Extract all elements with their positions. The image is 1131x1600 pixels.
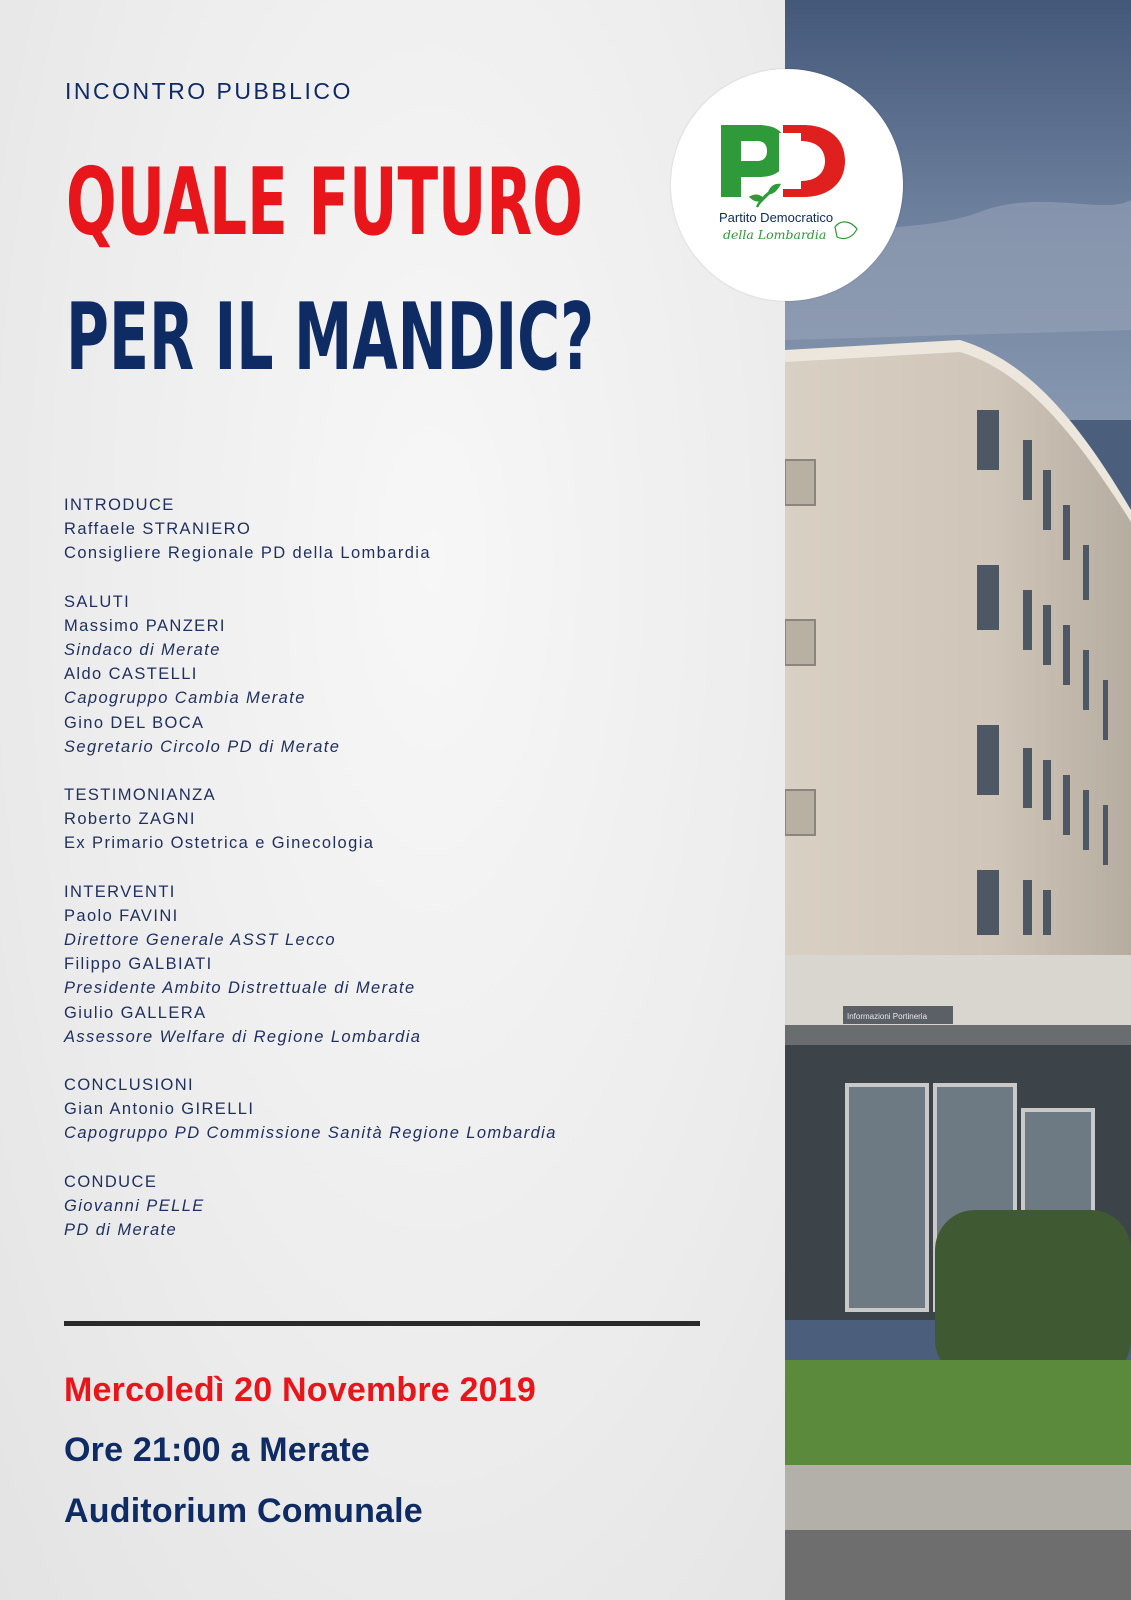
speaker-program xyxy=(64,493,744,1266)
program-line: Presidente Ambito Distrettuale di Merate xyxy=(64,979,416,998)
program-section-title: TESTIMONIANZA xyxy=(64,786,217,805)
program-line: Consigliere Regionale PD della Lombardia xyxy=(64,544,431,563)
canopy xyxy=(785,955,1131,1030)
program-line: Filippo GALBIATI xyxy=(64,955,213,974)
program-line: Segretario Circolo PD di Merate xyxy=(64,737,341,756)
program-section-title: INTRODUCE xyxy=(64,496,175,514)
program-line: PD di Merate xyxy=(64,1221,178,1240)
program-line: Massimo PANZERI xyxy=(64,616,226,635)
logo-name: Partito Democratico xyxy=(719,210,834,225)
divider xyxy=(64,1321,700,1326)
program-line: Sindaco di Merate xyxy=(64,641,221,660)
program-line: Paolo FAVINI xyxy=(64,906,179,925)
program-line: Giovanni PELLE xyxy=(64,1196,205,1215)
pd-letter-d xyxy=(779,125,845,197)
program-section-title: CONDUCE xyxy=(64,1172,158,1191)
program-line: Gino DEL BOCA xyxy=(64,713,205,732)
shrubs xyxy=(935,1210,1131,1380)
program-line: Assessore Welfare di Regione Lombardia xyxy=(64,1027,422,1046)
entrance-sign-text: Informazioni Portineria xyxy=(847,1012,928,1021)
program-line: Capogruppo PD Commissione Sanità Regione Lombardia xyxy=(64,1124,557,1143)
program-line: Raffaele STRANIERO xyxy=(64,520,252,539)
headline-line-1: QUALE FUTURO xyxy=(66,148,583,256)
program-section-title: SALUTI xyxy=(64,592,131,611)
logo-region: della Lombardia xyxy=(723,227,827,242)
program-line: Roberto ZAGNI xyxy=(64,810,196,829)
program-section xyxy=(64,783,744,856)
pd-logo xyxy=(671,69,903,301)
headline-line-2: PER IL MANDIC? xyxy=(66,283,595,391)
olive-branch-icon xyxy=(751,185,779,207)
program-section xyxy=(64,590,744,759)
program-line: Giulio GALLERA xyxy=(64,1003,207,1022)
program-line: Ex Primario Ostetrica e Ginecologia xyxy=(64,834,375,853)
program-section xyxy=(64,1073,744,1146)
program-line: Direttore Generale ASST Lecco xyxy=(64,931,337,950)
program-section-title: CONCLUSIONI xyxy=(64,1076,194,1095)
program-section xyxy=(64,880,744,1049)
event-time-location: Ore 21:00 a Merate xyxy=(64,1431,370,1469)
program-section-title: INTERVENTI xyxy=(64,882,176,901)
lawn xyxy=(785,1360,1131,1475)
program-line: Capogruppo Cambia Merate xyxy=(64,689,306,708)
program-section xyxy=(64,1170,744,1243)
event-venue: Auditorium Comunale xyxy=(64,1492,423,1530)
program-line: Gian Antonio GIRELLI xyxy=(64,1100,255,1119)
event-date: Mercoledì 20 Novembre 2019 xyxy=(64,1371,536,1409)
program-line: Aldo CASTELLI xyxy=(64,665,198,684)
event-kicker: INCONTRO PUBBLICO xyxy=(65,78,353,104)
curb xyxy=(785,1465,1131,1535)
program-section xyxy=(64,493,744,566)
pavement xyxy=(785,1530,1131,1600)
